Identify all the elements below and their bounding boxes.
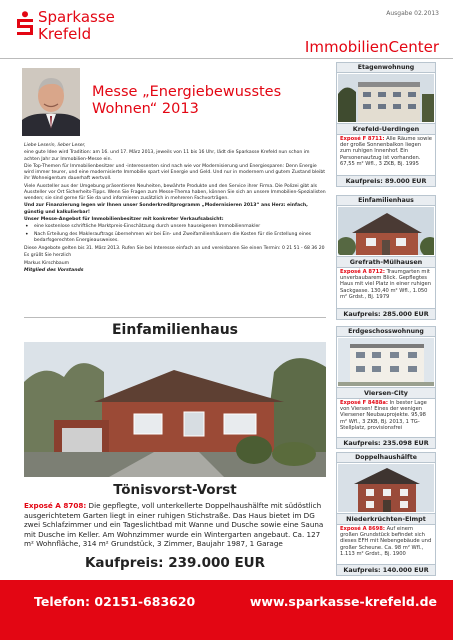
main-listing-text: Die gepflegte, voll unterkellerte Doppelhaushälfte mit südöstlich ausgerichtetem Garten liegt in einer ruhigen Stichstraße. Das Haus bietet im DG zwei Schlafzimmer und ein Tageslichtbad mit Wanne und Dusche sowie eine Sauna mit Dusche im Keller. Am Wohnzimmer wurde ein Wintergarten angebaut. Ca. 127 m² Wohnfläche, 314 m² Grundstück, 3 Zimmer, Baujahr 1987, 1 Garage: [24, 501, 324, 549]
main-listing-price: Kaufpreis: 239.000 EUR: [84, 555, 266, 571]
footer-bar: [0, 580, 453, 640]
intro-letter: [24, 143, 326, 276]
sidebar-listing-photo: [338, 207, 434, 255]
paragraph-2: Die Top-Themen für Immobilienbesitzer und -interessenten sind nach wie vor Modernisierung und Energiesparen: Denn Energie wird immer teurer, und eine modernisierte Immobilie spart viel Energie und Geld. Und nur in modernem und gutem Zustand bleibt ihr Wohneigentum dauerhaft wertvoll.: [24, 164, 326, 182]
paragraph-4: Und zur Finanzierung legen wir Ihnen unser Sonderkreditprogramm „Modernisieren 2013“ ans Herz: einfach, günstig und kalkulierbar!: [24, 203, 308, 215]
sidebar-listing-3: [336, 326, 436, 449]
paragraph-1: eine gute Idee wird Tradition: am 16. und 17. März 2013, jeweils von 11 bis 16 Uhr, lädt die Sparkasse Krefeld nun schon im achten Jahr zur Immobilien-Messe ein.: [24, 150, 310, 162]
header-divider: [0, 58, 453, 59]
main-listing-expose: Exposé A 8708:: [24, 501, 87, 510]
sidebar-listing-photo: [338, 338, 434, 386]
sidebar-listing-photo: [338, 464, 434, 512]
sidebar-listing-text: Traumgarten mit unverbaubarem Blick. Gepflegtes Haus mit viel Platz in einer ruhigen Sackgasse. 130,40 m² Wfl., 1.050 m² Grdst., Bj. 1979: [340, 269, 432, 300]
sidebar-listing-expose: Exposé F 8488a:: [340, 400, 388, 406]
sidebar-listing-text: In bester Lage von Viersen! Eines der wenigen Viersener Neubauprojekte. 95,98 m² Wfl., 3 ZKB, Bj. 2013, 1 TG-Stellplatz, provisionsfrei: [340, 400, 427, 431]
issue-label: Ausgabe 02.2013: [386, 10, 439, 17]
sidebar-listing-description: [337, 135, 435, 168]
sidebar-listing-2: [336, 195, 436, 320]
paragraph-3: Viele Aussteller aus der Umgebung präsentieren Neuheiten, bewährte Produkte und den Service ihrer Firma. Die Polizei gibt als Aussteller vor Ort Sicherheits-Tipps. Wenn Sie Fragen zum Messe-Thema haben, können Sie sich an unsere Immobilien-Spezialisten wenden; sie sind gerne für Sie da und informieren zusätzlich in mehreren Fachvorträgen.: [24, 183, 326, 201]
brand-name: [38, 9, 115, 43]
main-listing-photo: [24, 342, 326, 477]
intro-title: [92, 84, 281, 118]
sidebar-listing-expose: Exposé A 8712:: [340, 269, 385, 275]
sidebar-listing-description: [337, 525, 435, 558]
brand-line-2: Krefeld: [38, 25, 92, 43]
sidebar-listing-price: Kaufpreis: 89.000 EUR: [337, 175, 435, 186]
main-listing-description: [24, 501, 328, 549]
closing: Es grüßt Sie herzlich: [24, 253, 72, 259]
sidebar-listing-location: Niederkrüchten-Elmpt: [337, 513, 435, 525]
sidebar-listing-type: Doppelhaushälfte: [337, 453, 435, 463]
sidebar-listing-photo: [338, 74, 434, 122]
intro-divider: [24, 317, 326, 318]
sidebar-listing-type: Etagenwohnung: [337, 63, 435, 73]
sidebar-listing-text: Alle Räume sowie der große Sonnenbalkon liegen zum ruhigen Innenhof. Ein Personenaufzug ist vorhanden. 67,55 m² Wfl., 3 ZKB, Bj. 1995: [340, 136, 432, 167]
offer-list: [24, 224, 326, 243]
sidebar-listing-text: Auf einem großen Grundstück befindet sich dieses EFH mit Nebengebäude und großer Scheune. Ca. 98 m² Wfl., 1.113 m² Grdst., Bj. 1900: [340, 526, 432, 557]
sparkasse-logo-icon: [16, 11, 34, 35]
sidebar-listing-price: Kaufpreis: 285.000 EUR: [337, 308, 435, 319]
section-title: ImmobilienCenter: [304, 38, 439, 56]
author-portrait: [22, 68, 80, 136]
offer-item-2: • Nach Erteilung des Maklerauftrags übernehmen wir bei Ein- und Zweifamilienhäusern die Kosten für die Erstellung eines bedarfsgerechten Energieausweises.: [24, 232, 326, 244]
intro-title-line-1: Messe „Energiebewusstes: [92, 84, 282, 100]
footer-phone: Telefon: 02151-683620: [34, 594, 196, 609]
sidebar-listing-expose: Exposé A 8698:: [340, 526, 385, 532]
sidebar-listing-description: [337, 268, 435, 301]
sidebar-listing-price: Kaufpreis: 235.098 EUR: [337, 437, 435, 448]
intro-title-line-2: Wohnen“ 2013: [92, 101, 199, 117]
sidebar-listing-location: Viersen-City: [337, 387, 435, 399]
sidebar-listing-4: [336, 452, 436, 576]
sidebar-listing-location: Krefeld-Uerdingen: [337, 123, 435, 135]
sidebar-listing-location: Grefrath-Mülhausen: [337, 256, 435, 268]
footer-website[interactable]: www.sparkasse-krefeld.de: [249, 594, 437, 609]
greeting: Liebe Leserin, lieber Leser,: [24, 143, 86, 148]
signer-name: Markus Kirschbaum: [24, 260, 70, 266]
sidebar-listing-1: [336, 62, 436, 187]
main-listing-type: Einfamilienhaus: [111, 322, 239, 338]
signer-role: Mitglied des Vorstands: [24, 268, 84, 274]
sidebar-listing-type: Erdgeschosswohnung: [337, 327, 435, 337]
paragraph-5: Unser Messe-Angebot für Immobilienbesitzer mit konkreter Verkaufsabsicht:: [24, 216, 224, 222]
sidebar-listing-expose: Exposé F 8711:: [340, 136, 385, 142]
main-listing-location: Tönisvorst-Vorst: [113, 482, 237, 498]
paragraph-6: Diese Angebote gelten bis 31. März 2013. Rufen Sie bei Interesse einfach an und vereinbaren Sie einen Termin: 0 21 51 - 68 36 20: [24, 245, 325, 251]
sidebar-listing-description: [337, 399, 435, 432]
sidebar-listing-type: Einfamilienhaus: [337, 196, 435, 206]
offer-item-1: • eine kostenlose schriftliche Marktpreis-Einschätzung durch unsere hauseigenen Immobilienmakler: [24, 224, 326, 230]
brand-line-1: Sparkasse: [38, 8, 115, 26]
sidebar-listing-price: Kaufpreis: 140.000 EUR: [337, 564, 435, 575]
